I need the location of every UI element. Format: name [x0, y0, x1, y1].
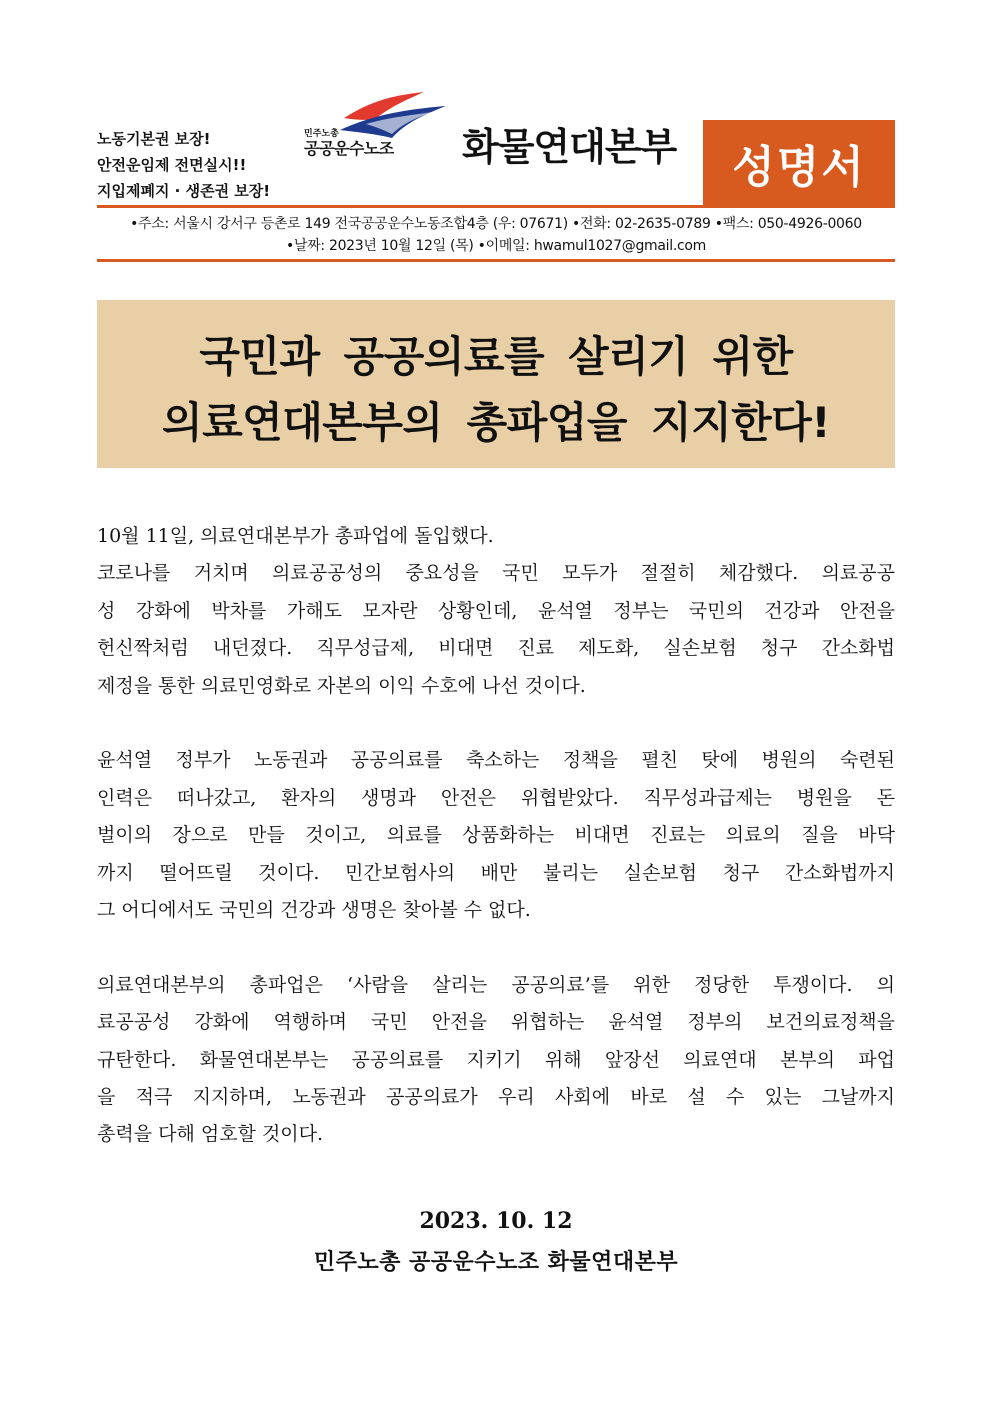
body-line: 그 어디에서도 국민의 건강과 생명은 찾아볼 수 없다. [97, 899, 531, 922]
headline-line-1: 국민과 공공의료를 살리기 위한 [199, 332, 793, 381]
statement-body [97, 518, 895, 1191]
contact-address: •주소: 서울시 강서구 등촌로 149 전국공공운수노동조합4층 (우: 07671) •전화: 02-2635-0789 •팩스: 050-4926-0060 [130, 216, 862, 232]
statement-date: 2023. 10. 12 [419, 1208, 573, 1234]
paragraph-2 [97, 742, 895, 929]
union-logo [302, 90, 452, 160]
slogan-3: 지입제폐지 · 생존권 보장! [97, 182, 271, 200]
body-line: 을 적극 지지하며, 노동권과 공공의료가 우리 사회에 바로 설 수 있는 그날까지 [97, 1086, 895, 1109]
body-line: 윤석열 정부가 노동권과 공공의료를 축소하는 정책을 펼친 탓에 병원의 숙련된 [97, 749, 895, 772]
body-line: 료공공성 강화에 역행하며 국민 안전을 위협하는 윤석열 정부의 보건의료정책을 [97, 1011, 895, 1034]
statement-badge: 성명서 [703, 120, 895, 206]
header-rule-top [97, 205, 895, 208]
logo-small-text: 민주노총 [304, 129, 339, 139]
header-rule-bottom [97, 259, 895, 262]
slogan-1: 노동기본권 보장! [97, 130, 211, 148]
headline-box [97, 300, 895, 468]
body-line: 총력을 다해 엄호할 것이다. [97, 1123, 324, 1146]
body-line: 코로나를 거치며 의료공공성의 중요성을 국민 모두가 절절히 체감했다. 의료공공 [97, 562, 895, 585]
org-title: 화물연대본부 [462, 125, 677, 169]
slogans [97, 126, 307, 204]
body-line: 벌이의 장으로 만들 것이고, 의료를 상품화하는 비대면 진료는 의료의 질을 바닥 [97, 824, 895, 847]
contact-date-email: •날짜: 2023년 10월 12일 (목) •이메일: hwamul1027@gmail.com [285, 238, 706, 254]
body-line: 제정을 통한 의료민영화로 자본의 이익 수호에 나선 것이다. [97, 674, 586, 697]
body-line: 성 강화에 박차를 가해도 모자란 상황인데, 윤석열 정부는 국민의 건강과 안전을 [97, 599, 895, 622]
logo-big-text: 공공운수노조 [304, 139, 394, 158]
body-line: 의료연대본부의 총파업은 ‘사람을 살리는 공공의료’를 위한 정당한 투쟁이다. 의 [97, 973, 895, 996]
body-line: 규탄한다. 화물연대본부는 공공의료를 지키기 위해 앞장선 의료연대 본부의 파업 [97, 1048, 895, 1071]
statement-signature: 민주노총 공공운수노조 화물연대본부 [313, 1249, 679, 1275]
paragraph-3 [97, 967, 895, 1154]
paragraph-1 [97, 518, 895, 705]
headline-line-2: 의료연대본부의 총파업을 지지한다! [162, 398, 830, 447]
body-line: 까지 떨어뜨릴 것이다. 민간보험사의 배만 불리는 실손보험 청구 간소화법까지 [97, 861, 895, 884]
body-line: 인력은 떠나갔고, 환자의 생명과 안전은 위협받았다. 직무성과급제는 병원을 돈 [97, 786, 895, 809]
body-line: 헌신짝처럼 내던졌다. 직무성급제, 비대면 진료 제도화, 실손보험 청구 간소화법 [97, 637, 895, 660]
slogan-2: 안전운임제 전면실시!! [97, 156, 247, 174]
body-line: 10월 11일, 의료연대본부가 총파업에 돌입했다. [97, 525, 494, 547]
